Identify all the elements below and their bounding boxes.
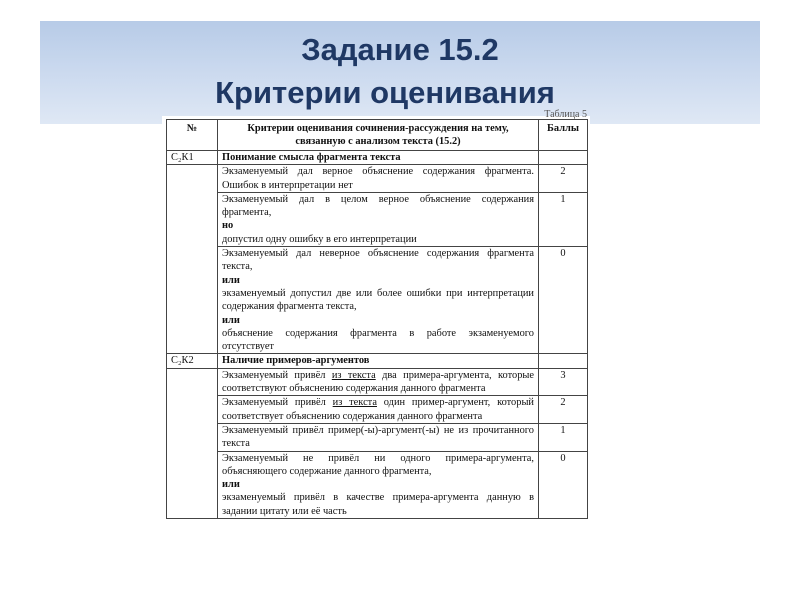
table-row [167, 165, 588, 193]
criterion-text [218, 368, 539, 396]
title-line-1: Задание 15.2 [301, 32, 499, 67]
criteria-table [166, 119, 588, 519]
points-cell: 0 [539, 451, 588, 518]
criterion-line: экзаменуемый допустил две или более ошибки при интерпретации содержания фрагмента текста, [222, 287, 534, 313]
table-row [167, 368, 588, 396]
section-title: Понимание смысла фрагмента текста [218, 151, 539, 165]
criterion-text: Экзаменуемый привёл пример(-ы)-аргумент(-ы) не из прочитанного текста [218, 423, 539, 451]
table-row [167, 247, 588, 354]
criterion-line: допустил одну ошибку в его интерпретации [222, 233, 417, 245]
points-cell: 2 [539, 396, 588, 424]
criterion-line: экзаменуемый привёл в качестве примера-аргумента данную в задании цитату или её часть [222, 492, 534, 517]
points-cell: 1 [539, 192, 588, 246]
section-title: Наличие примеров-аргументов [218, 354, 539, 368]
criterion-post: один пример-аргумент, который соответствует объяснению содержания данного фрагмента [222, 397, 534, 422]
criterion-text [218, 192, 539, 246]
header-points: Баллы [539, 120, 588, 151]
points-cell: 0 [539, 247, 588, 354]
table-row [167, 192, 588, 246]
criterion-line: Экзаменуемый дал неверное объяснение содержания фрагмента текста, [222, 248, 534, 273]
section-code: С₂К2 [167, 354, 218, 368]
header-num: № [167, 120, 218, 151]
criterion-text: Экзаменуемый дал верное объяснение содержания фрагмента. Ошибок в интерпретации нет [218, 165, 539, 193]
criteria-document [162, 109, 590, 586]
criterion-text [218, 247, 539, 354]
slide-title [40, 28, 760, 114]
code-cell-empty [167, 368, 218, 518]
points-cell: 3 [539, 368, 588, 396]
points-cell: 1 [539, 423, 588, 451]
section-row-k2 [167, 354, 588, 368]
section-points-empty [539, 354, 588, 368]
table-row [167, 396, 588, 424]
connector-word: или [222, 274, 240, 286]
connector-word: или [222, 479, 240, 491]
criterion-pre: Экзаменуемый привёл [222, 369, 332, 381]
title-line-2: Критерии оценивания [215, 75, 555, 110]
connector-word: или [222, 314, 240, 326]
section-row-k1 [167, 151, 588, 165]
criterion-text [218, 396, 539, 424]
section-points-empty [539, 151, 588, 165]
code-cell-empty [167, 165, 218, 354]
criterion-post: два примера-аргумента, которые соответствуют объяснению содержания данного фрагмента [222, 369, 534, 395]
points-cell: 2 [539, 165, 588, 193]
criterion-line: Экзаменуемый не привёл ни одного примера-аргумента, объясняющего содержание данного фрагмента, [222, 452, 534, 477]
section-code: С₂К1 [167, 151, 218, 165]
table-row [167, 451, 588, 518]
table-caption: Таблица 5 [544, 109, 587, 120]
criterion-text [218, 451, 539, 518]
header-row [167, 120, 588, 151]
underlined-phrase: из текста [331, 369, 376, 381]
underlined-phrase: из текста [332, 397, 377, 409]
table-row [167, 423, 588, 451]
header-criteria: Критерии оценивания сочинения-рассуждения на тему, связанную с анализом текста (15.2) [218, 120, 539, 151]
criterion-line: объяснение содержания фрагмента в работе экзаменуемого отсутствует [222, 327, 534, 353]
criterion-pre: Экзаменуемый привёл [222, 397, 333, 409]
criterion-line: Экзаменуемый дал в целом верное объяснение содержания фрагмента, [222, 193, 534, 219]
connector-word: но [222, 220, 234, 232]
